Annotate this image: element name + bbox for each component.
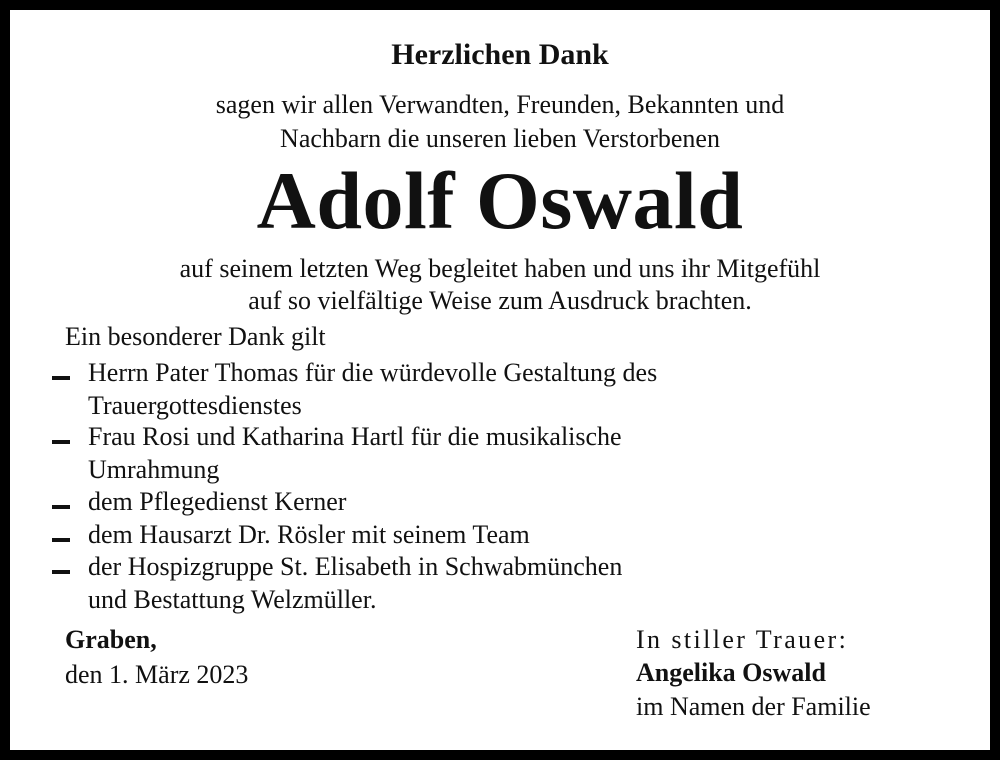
- dash-bullet: [52, 538, 70, 542]
- thanks-item-3-line-1: dem Pflegedienst Kerner: [88, 487, 347, 516]
- signatory-note: im Namen der Familie: [636, 692, 871, 721]
- signatory: Angelika Oswald: [636, 658, 826, 687]
- thanks-item-1-line-1: Herrn Pater Thomas für die würdevolle Gestaltung des: [88, 358, 658, 387]
- date: den 1. März 2023: [65, 660, 249, 689]
- thanks-item-4-line-1: dem Hausarzt Dr. Rösler mit seinem Team: [88, 520, 530, 549]
- text-line-1: auf seinem letzten Weg begleitet haben und uns ihr Mitgefühl: [179, 254, 821, 283]
- mourning-label: In stiller Trauer:: [636, 625, 849, 654]
- dash-bullet: [52, 376, 70, 380]
- special-thanks-intro: Ein besonderer Dank gilt: [65, 322, 326, 351]
- heading: Herzlichen Dank: [391, 38, 609, 71]
- deceased-name: Adolf Oswald: [256, 155, 744, 246]
- thanks-item-1-line-2: Trauergottesdienstes: [88, 391, 302, 420]
- thanks-item-2-line-1: Frau Rosi und Katharina Hartl für die musikalische: [88, 422, 622, 451]
- intro-line-2: Nachbarn die unseren lieben Verstorbenen: [280, 124, 720, 153]
- dash-bullet: [52, 440, 70, 444]
- thanks-item-5-line-2: und Bestattung Welzmüller.: [88, 585, 377, 614]
- intro-line-1: sagen wir allen Verwandten, Freunden, Bekannten und: [215, 90, 785, 119]
- dash-bullet: [52, 505, 70, 509]
- place: Graben,: [65, 625, 157, 654]
- thanks-item-5-line-1: der Hospizgruppe St. Elisabeth in Schwabmünchen: [88, 552, 623, 581]
- text-line-2: auf so vielfältige Weise zum Ausdruck brachten.: [248, 286, 752, 315]
- thanks-item-2-line-2: Umrahmung: [88, 455, 220, 484]
- dash-bullet: [52, 570, 70, 574]
